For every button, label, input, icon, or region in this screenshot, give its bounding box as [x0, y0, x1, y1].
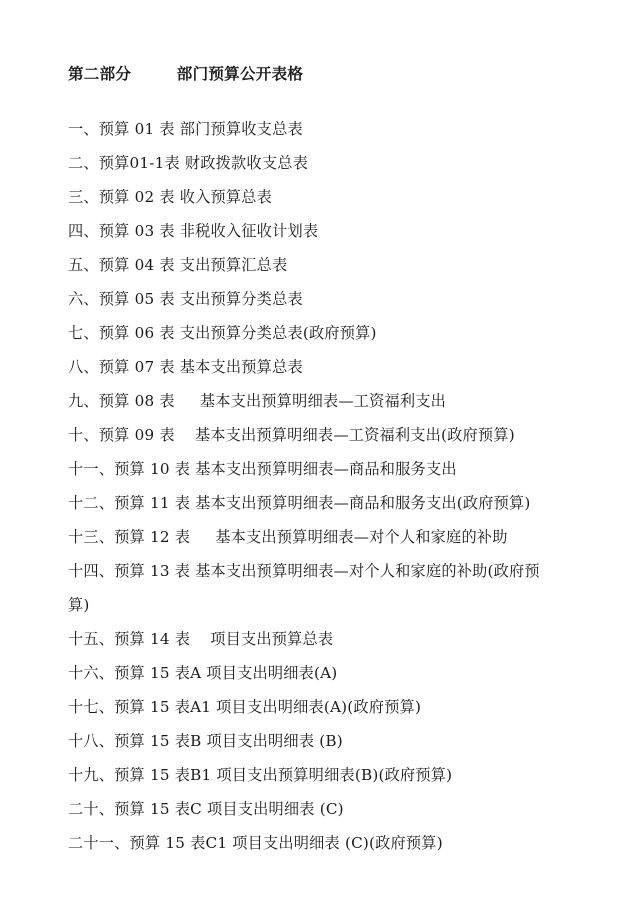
- table-list: [68, 112, 558, 860]
- list-item: 六、预算 05 表 支出预算分类总表: [68, 290, 303, 308]
- list-item: 二、预算01-1表 财政拨款收支总表: [68, 154, 308, 172]
- list-item: 十四、预算 13 表 基本支出预算明细表—对个人和家庭的补助(政府预算): [68, 562, 540, 614]
- list-item: 十五、预算 14 表 项目支出预算总表: [68, 630, 334, 648]
- list-item: 十、预算 09 表 基本支出预算明细表—工资福利支出(政府预算): [68, 426, 515, 444]
- list-item: 五、预算 04 表 支出预算汇总表: [68, 256, 288, 274]
- section-heading: 第二部分 部门预算公开表格: [68, 65, 304, 83]
- list-item: 三、预算 02 表 收入预算总表: [68, 188, 273, 206]
- list-item: 九、预算 08 表 基本支出预算明细表—工资福利支出: [68, 392, 447, 410]
- list-item: 十七、预算 15 表A1 项目支出明细表(A)(政府预算): [68, 698, 422, 716]
- list-item: 七、预算 06 表 支出预算分类总表(政府预算): [68, 324, 377, 342]
- list-item: 二十一、预算 15 表C1 项目支出明细表 (C)(政府预算): [68, 834, 443, 852]
- list-item: 二十、预算 15 表C 项目支出明细表 (C): [68, 800, 344, 818]
- list-item: 十一、预算 10 表 基本支出预算明细表—商品和服务支出: [68, 460, 457, 478]
- list-item: 八、预算 07 表 基本支出预算总表: [68, 358, 303, 376]
- list-item: 十二、预算 11 表 基本支出预算明细表—商品和服务支出(政府预算): [68, 494, 531, 512]
- list-item: 十六、预算 15 表A 项目支出明细表(A): [68, 664, 338, 682]
- list-item: 十九、预算 15 表B1 项目支出预算明细表(B)(政府预算): [68, 766, 453, 784]
- list-item: 四、预算 03 表 非税收入征收计划表: [68, 222, 319, 240]
- list-item: 十八、预算 15 表B 项目支出明细表 (B): [68, 732, 343, 750]
- list-item: 十三、预算 12 表 基本支出预算明细表—对个人和家庭的补助: [68, 528, 508, 546]
- list-item: 一、预算 01 表 部门预算收支总表: [68, 120, 303, 138]
